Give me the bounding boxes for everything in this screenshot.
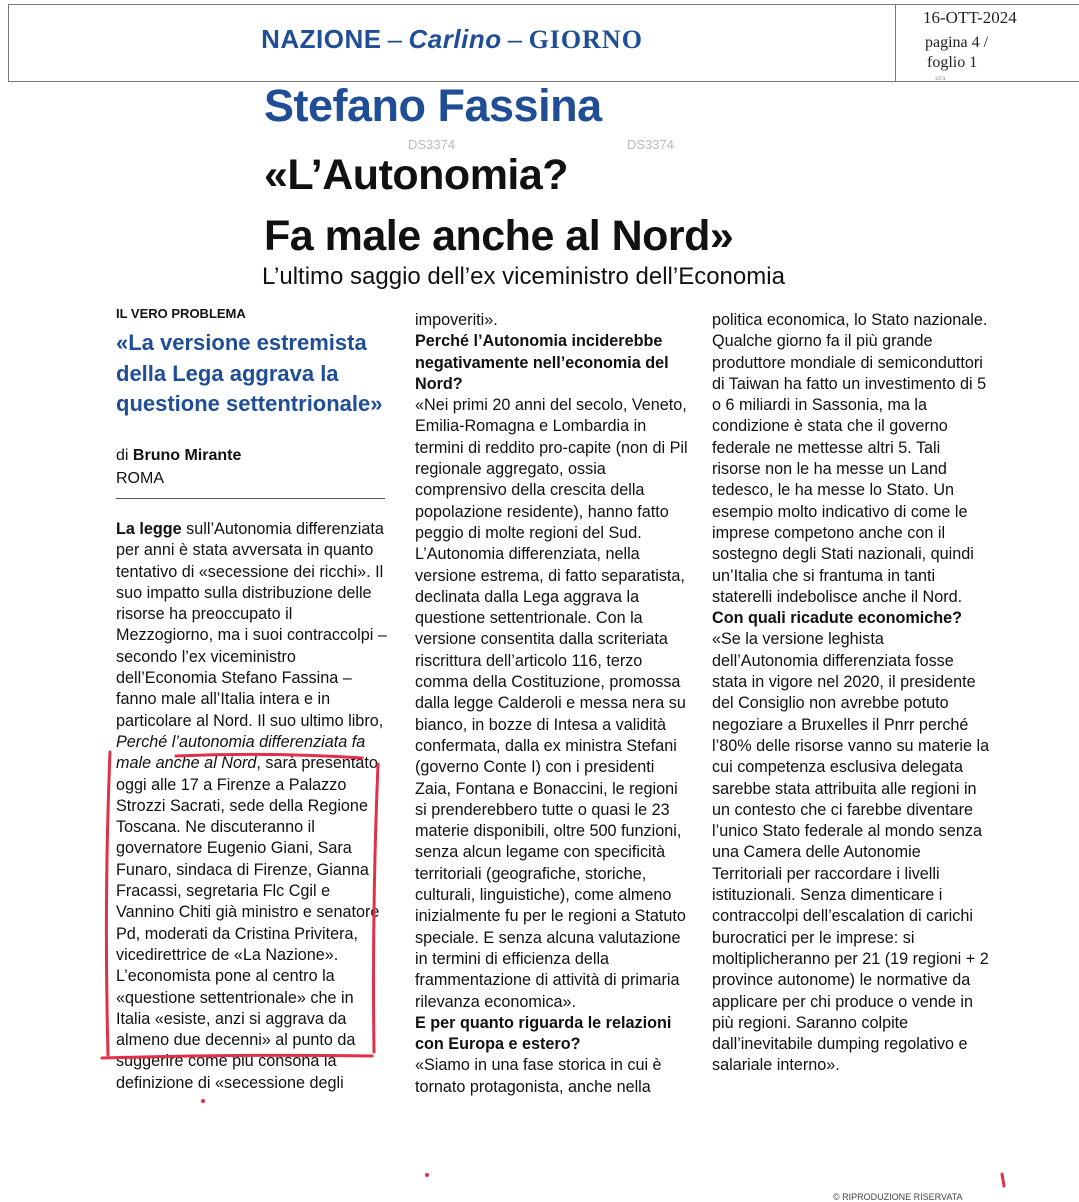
- dot-mark: [425, 1173, 429, 1177]
- headline-line: Fa male anche al Nord»: [264, 212, 734, 260]
- bracket-mark: [106, 752, 110, 1055]
- body-text: sull’Autonomia differenziata per anni è stata avversata in quanto tentativo di «secessione dei ricchi». Il suo impatto sulla distribuzione delle risorse ha preoccupato il Mezzogiorno, ma i suoi contraccolpi – secondo l’ex viceministro dell’Economia Stefano Fassina – fanno male all’Italia intera e in particolare al Nord. Il suo ultimo libro,: [116, 520, 387, 730]
- interviewee-name: Stefano Fassina: [264, 80, 602, 131]
- page-number: pagina 4 /: [925, 34, 989, 51]
- author-prefix: di: [116, 447, 129, 464]
- folio-number: foglio 1: [927, 54, 978, 71]
- dateline-place: ROMA: [116, 470, 164, 487]
- copyright-notice: © RIPRODUZIONE RISERVATA: [833, 1192, 963, 1202]
- brand-giorno: GIORNO: [528, 25, 643, 54]
- body-text: , sarà presentato oggi alle 17 a Firenze a Palazzo Strozzi Sacrati, sede della Regione Toscana. Ne discuteranno il governatore Eugenio Giani, Sara Funaro, sindaca di Firenze, Gianna Fracassi, segretaria Flc Cgil e Vannino Chiti già ministro e senatore Pd, moderati da Cristina Privitera, vicedirettrice de «La Nazione». L’economista pone al centro la «questione settentrionale» che in Italia «esiste, anzi si aggrava da almeno due decenni» al punto da suggerire come più consona la definizione di «secessione degli: [116, 754, 380, 1092]
- question: Con quali ricadute economiche?: [712, 609, 963, 628]
- body-text: impoveriti».: [415, 311, 498, 329]
- lead-words: La legge: [116, 520, 182, 538]
- subheadline: L’ultimo saggio dell’ex viceministro dell’Economia: [262, 263, 785, 290]
- underline-mark: [176, 754, 362, 758]
- question: Perché l’Autonomia inciderebbe negativamente nell’economia del Nord?: [415, 332, 669, 393]
- answer: «Se la versione leghista dell’Autonomia differenziata fosse stata in vigore nel 2020, il presidente del Consiglio non avrebbe potuto negoziare a Bruxelles il Pnrr perché l’80% delle risorse vanno su materie la cui competenza esclusiva delegata sarebbe stata attribuita alle regioni in un contesto che ci farebbe diventare l’unico Stato federale al mondo senza una Camera delle Autonomie Territoriali per raccordare i livelli istituzionali. Senza dimenticare i contraccolpi dell’escalation di carichi burocratici per le imprese: si moltiplicheranno per 21 (19 regioni + 2 province autonome) le normative da applicare per chi produce o vende in più regioni. Saranno colpite dall’inevitabile dumping regolativo e salariale interno».: [712, 630, 990, 1075]
- headline-line: «L’Autonomia?: [264, 151, 569, 199]
- watermark: DS3374: [408, 137, 455, 152]
- dot-mark: [201, 1099, 205, 1103]
- underline-mark: [102, 1055, 372, 1058]
- book-title: Perché l’autonomia differenziata fa male anche al Nord: [116, 732, 366, 773]
- kicker: IL VERO PROBLEMA: [116, 306, 246, 321]
- brand-carlino: Carlino: [408, 24, 502, 54]
- watermark: DS3374: [627, 137, 674, 152]
- answer: «Siamo in una fase storica in cui è tornato protagonista, anche nella: [415, 1056, 662, 1096]
- answer: «Nei primi 20 anni del secolo, Veneto, Emilia-Romagna e Lombardia in termini di reddito pro-capite (non di Pil regionale aggregato, ossia comprensivo della crescita della popolazione residente), hanno fatto peggio di molte regioni del Sud. L’Autonomia differenziata, nella versione estrema, di fatto separatista, declinata dalla Lega aggrava la questione settentrionale. Con la versione consentita dalla scriteriata riscrittura dell’articolo 116, terzo comma della Costituzione, promossa dalla legge Calderoli e messa nera su bianco, in bozze di Intesa a validità confermata, dalla ex ministra Stefani (governo Conte I) con i presidenti Zaia, Fontana e Bonaccini, le regioni si prenderebbero tutte o quasi le 23 materie disponibili, oltre 500 funzioni, senza alcun legame con specificità territoriali (geografiche, storiche, culturali, linguistiche), come almeno inizialmente fu per le regioni a Statuto speciale. E senza alcuna valutazione in termini di efficienza della frammentazione di attività di primaria rilevanza economica».: [415, 396, 688, 1011]
- masthead-logo: NAZIONE – Carlino – GIORNO: [261, 24, 643, 54]
- issue-date: 16-OTT-2024: [923, 8, 1017, 27]
- small-code: 3374: [935, 77, 945, 82]
- bracket-mark: [1002, 1174, 1004, 1186]
- brand-nazione: NAZIONE: [261, 24, 382, 54]
- bracket-mark: [374, 764, 379, 1052]
- body-text: politica economica, lo Stato nazionale. Qualche giorno fa il più grande produttore mondiale di semiconduttori di Taiwan ha fatto un investimento di 5 o 6 miliardi in Sassonia, ma la condizione è stata che il governo federale ne mettesse altri 5. Tali risorse non le ha messe un Land tedesco, le ha messe lo Stato. Un esempio molto indicativo di come le imprese competono anche con il sostegno degli Stati nazionali, quindi un’Italia che si frantuma in tanti staterelli indebolisce anche il Nord.: [712, 311, 988, 606]
- box-title: «La versione estremista della Lega aggrava la questione settentrionale»: [116, 330, 383, 416]
- question: E per quanto riguarda le relazioni con Europa e estero?: [415, 1013, 672, 1054]
- author-name: Bruno Mirante: [132, 447, 242, 464]
